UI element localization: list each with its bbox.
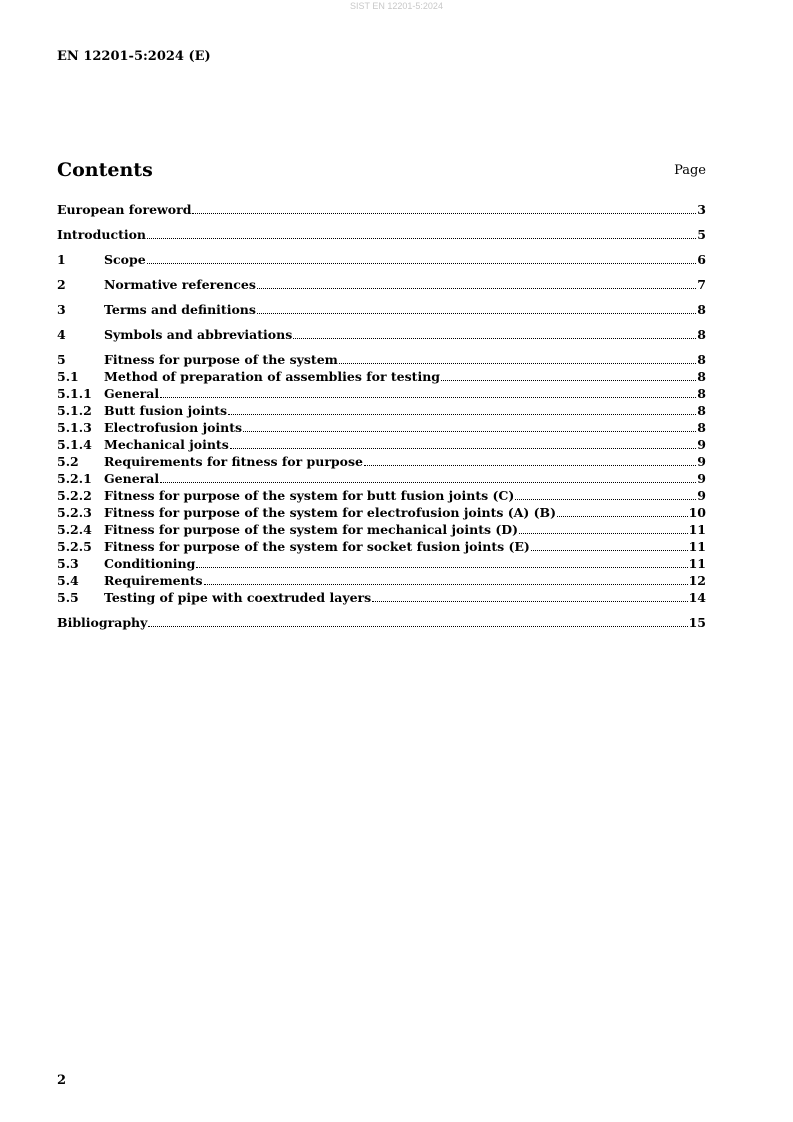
toc-entry-page: 9 [697, 454, 706, 469]
toc-entry-5-1-4[interactable] [57, 436, 706, 453]
toc-leader-dots [192, 212, 696, 214]
toc-entry-5-1-2[interactable] [57, 402, 706, 419]
toc-entry-5-2[interactable] [57, 453, 706, 470]
toc-entry-5-2-2[interactable] [57, 487, 706, 504]
toc-entry-page: 8 [697, 386, 706, 401]
toc-entry-number: 5.5 [57, 590, 79, 605]
toc-leader-dots [230, 447, 697, 449]
toc-entry-5-3[interactable] [57, 555, 706, 572]
toc-leader-dots [148, 625, 687, 627]
toc-entry-title: Testing of pipe with coextruded layers [104, 590, 372, 605]
toc-leader-dots [515, 498, 696, 500]
toc-entry-number: 5.4 [57, 573, 79, 588]
toc-leader-dots [147, 262, 697, 264]
page-column-label: Page [674, 163, 706, 178]
toc-leader-dots [372, 600, 687, 602]
toc-leader-dots [557, 515, 688, 517]
toc-entry-number: 3 [57, 302, 66, 317]
toc-leader-dots [147, 237, 696, 239]
toc-entry-normative-references[interactable] [57, 276, 706, 293]
toc-leader-dots [228, 413, 696, 415]
toc-entry-number: 5.2.5 [57, 539, 92, 554]
toc-entry-title: Normative references [104, 277, 256, 292]
toc-entry-5-1-1[interactable] [57, 385, 706, 402]
toc-entry-page: 14 [688, 590, 706, 605]
toc-entry-title: Fitness for purpose of the system for socket fusion joints (E) [104, 539, 530, 554]
toc-entry-number: 1 [57, 252, 66, 267]
toc-entry-page: 12 [688, 573, 706, 588]
toc-entry-title: Electrofusion joints [104, 420, 243, 435]
toc-entry-page: 3 [697, 202, 706, 217]
toc-entry-introduction[interactable] [57, 226, 706, 243]
toc-entry-page: 8 [697, 302, 706, 317]
toc-leader-dots [441, 379, 696, 381]
toc-entry-number: 5.1.4 [57, 437, 92, 452]
toc-entry-title: Method of preparation of assemblies for testing [104, 369, 441, 384]
toc-entry-title: Requirements for fitness for purpose [104, 454, 364, 469]
toc-leader-dots [519, 532, 688, 534]
toc-leader-dots [339, 362, 696, 364]
toc-leader-dots [243, 430, 696, 432]
page-number: 2 [57, 1073, 67, 1088]
toc-entry-symbols-and-abbreviations[interactable] [57, 326, 706, 343]
toc-leader-dots [204, 583, 688, 585]
toc-entry-number: 5.2.3 [57, 505, 92, 520]
toc-leader-dots [364, 464, 696, 466]
toc-leader-dots [293, 337, 696, 339]
toc-entry-page: 8 [697, 403, 706, 418]
toc-entry-title: Scope [104, 252, 146, 267]
toc-entry-page: 8 [697, 420, 706, 435]
toc-entry-page: 9 [697, 488, 706, 503]
toc-entry-title: Requirements [104, 573, 203, 588]
toc-entry-number: 5 [57, 352, 66, 367]
toc-entry-number: 5.2 [57, 454, 79, 469]
toc-entry-page: 9 [697, 437, 706, 452]
toc-entry-european-foreword[interactable] [57, 201, 706, 218]
toc-entry-title: General [104, 471, 160, 486]
toc-entry-page: 8 [697, 327, 706, 342]
toc-entry-title: Terms and definitions [104, 302, 256, 317]
toc-entry-number: 5.1.1 [57, 386, 92, 401]
toc-entry-page: 11 [688, 556, 706, 571]
toc-leader-dots [257, 312, 696, 314]
toc-entry-page: 8 [697, 369, 706, 384]
toc-entry-number: 5.1 [57, 369, 79, 384]
toc-entry-5-1-3[interactable] [57, 419, 706, 436]
toc-entry-number: 5.2.4 [57, 522, 92, 537]
toc-entry-title: Fitness for purpose of the system for mechanical joints (D) [104, 522, 519, 537]
toc-entry-number: 4 [57, 327, 66, 342]
toc-entry-number: 5.1.3 [57, 420, 92, 435]
toc-entry-page: 7 [697, 277, 706, 292]
watermark: SIST EN 12201-5:2024 [350, 1, 443, 11]
table-of-contents [57, 201, 706, 631]
toc-entry-title: Introduction [57, 227, 147, 242]
toc-leader-dots [257, 287, 696, 289]
toc-entry-title: Fitness for purpose of the system for butt fusion joints (C) [104, 488, 515, 503]
toc-entry-page: 10 [688, 505, 706, 520]
contents-heading: Contents [57, 159, 153, 181]
toc-entry-number: 5.2.1 [57, 471, 92, 486]
toc-entry-5-2-4[interactable] [57, 521, 706, 538]
toc-entry-page: 6 [697, 252, 706, 267]
toc-entry-5-4[interactable] [57, 572, 706, 589]
toc-entry-page: 15 [688, 615, 706, 630]
toc-entry-page: 8 [697, 352, 706, 367]
toc-entry-title: European foreword [57, 202, 192, 217]
toc-entry-title: General [104, 386, 160, 401]
toc-entry-scope[interactable] [57, 251, 706, 268]
toc-entry-5-2-3[interactable] [57, 504, 706, 521]
toc-entry-title: Fitness for purpose of the system [104, 352, 338, 367]
toc-entry-bibliography[interactable] [57, 614, 706, 631]
toc-entry-number: 5.3 [57, 556, 79, 571]
toc-entry-page: 11 [688, 539, 706, 554]
toc-entry-page: 5 [697, 227, 706, 242]
toc-leader-dots [531, 549, 688, 551]
toc-entry-title: Bibliography [57, 615, 148, 630]
toc-entry-page: 11 [688, 522, 706, 537]
toc-entry-fitness-for-purpose[interactable] [57, 351, 706, 368]
toc-leader-dots [160, 396, 696, 398]
toc-leader-dots [196, 566, 687, 568]
toc-entry-5-1[interactable] [57, 368, 706, 385]
toc-entry-5-2-1[interactable] [57, 470, 706, 487]
toc-entry-number: 2 [57, 277, 66, 292]
toc-entry-title: Symbols and abbreviations [104, 327, 293, 342]
document-id: EN 12201-5:2024 (E) [57, 49, 211, 64]
toc-entry-title: Conditioning [104, 556, 196, 571]
toc-entry-page: 9 [697, 471, 706, 486]
toc-entry-title: Mechanical joints [104, 437, 229, 452]
toc-entry-title: Butt fusion joints [104, 403, 228, 418]
toc-entry-terms-and-definitions[interactable] [57, 301, 706, 318]
toc-entry-5-2-5[interactable] [57, 538, 706, 555]
toc-entry-5-5[interactable] [57, 589, 706, 606]
toc-entry-title: Fitness for purpose of the system for electrofusion joints (A) (B) [104, 505, 557, 520]
toc-entry-number: 5.2.2 [57, 488, 92, 503]
toc-leader-dots [160, 481, 696, 483]
toc-entry-number: 5.1.2 [57, 403, 92, 418]
